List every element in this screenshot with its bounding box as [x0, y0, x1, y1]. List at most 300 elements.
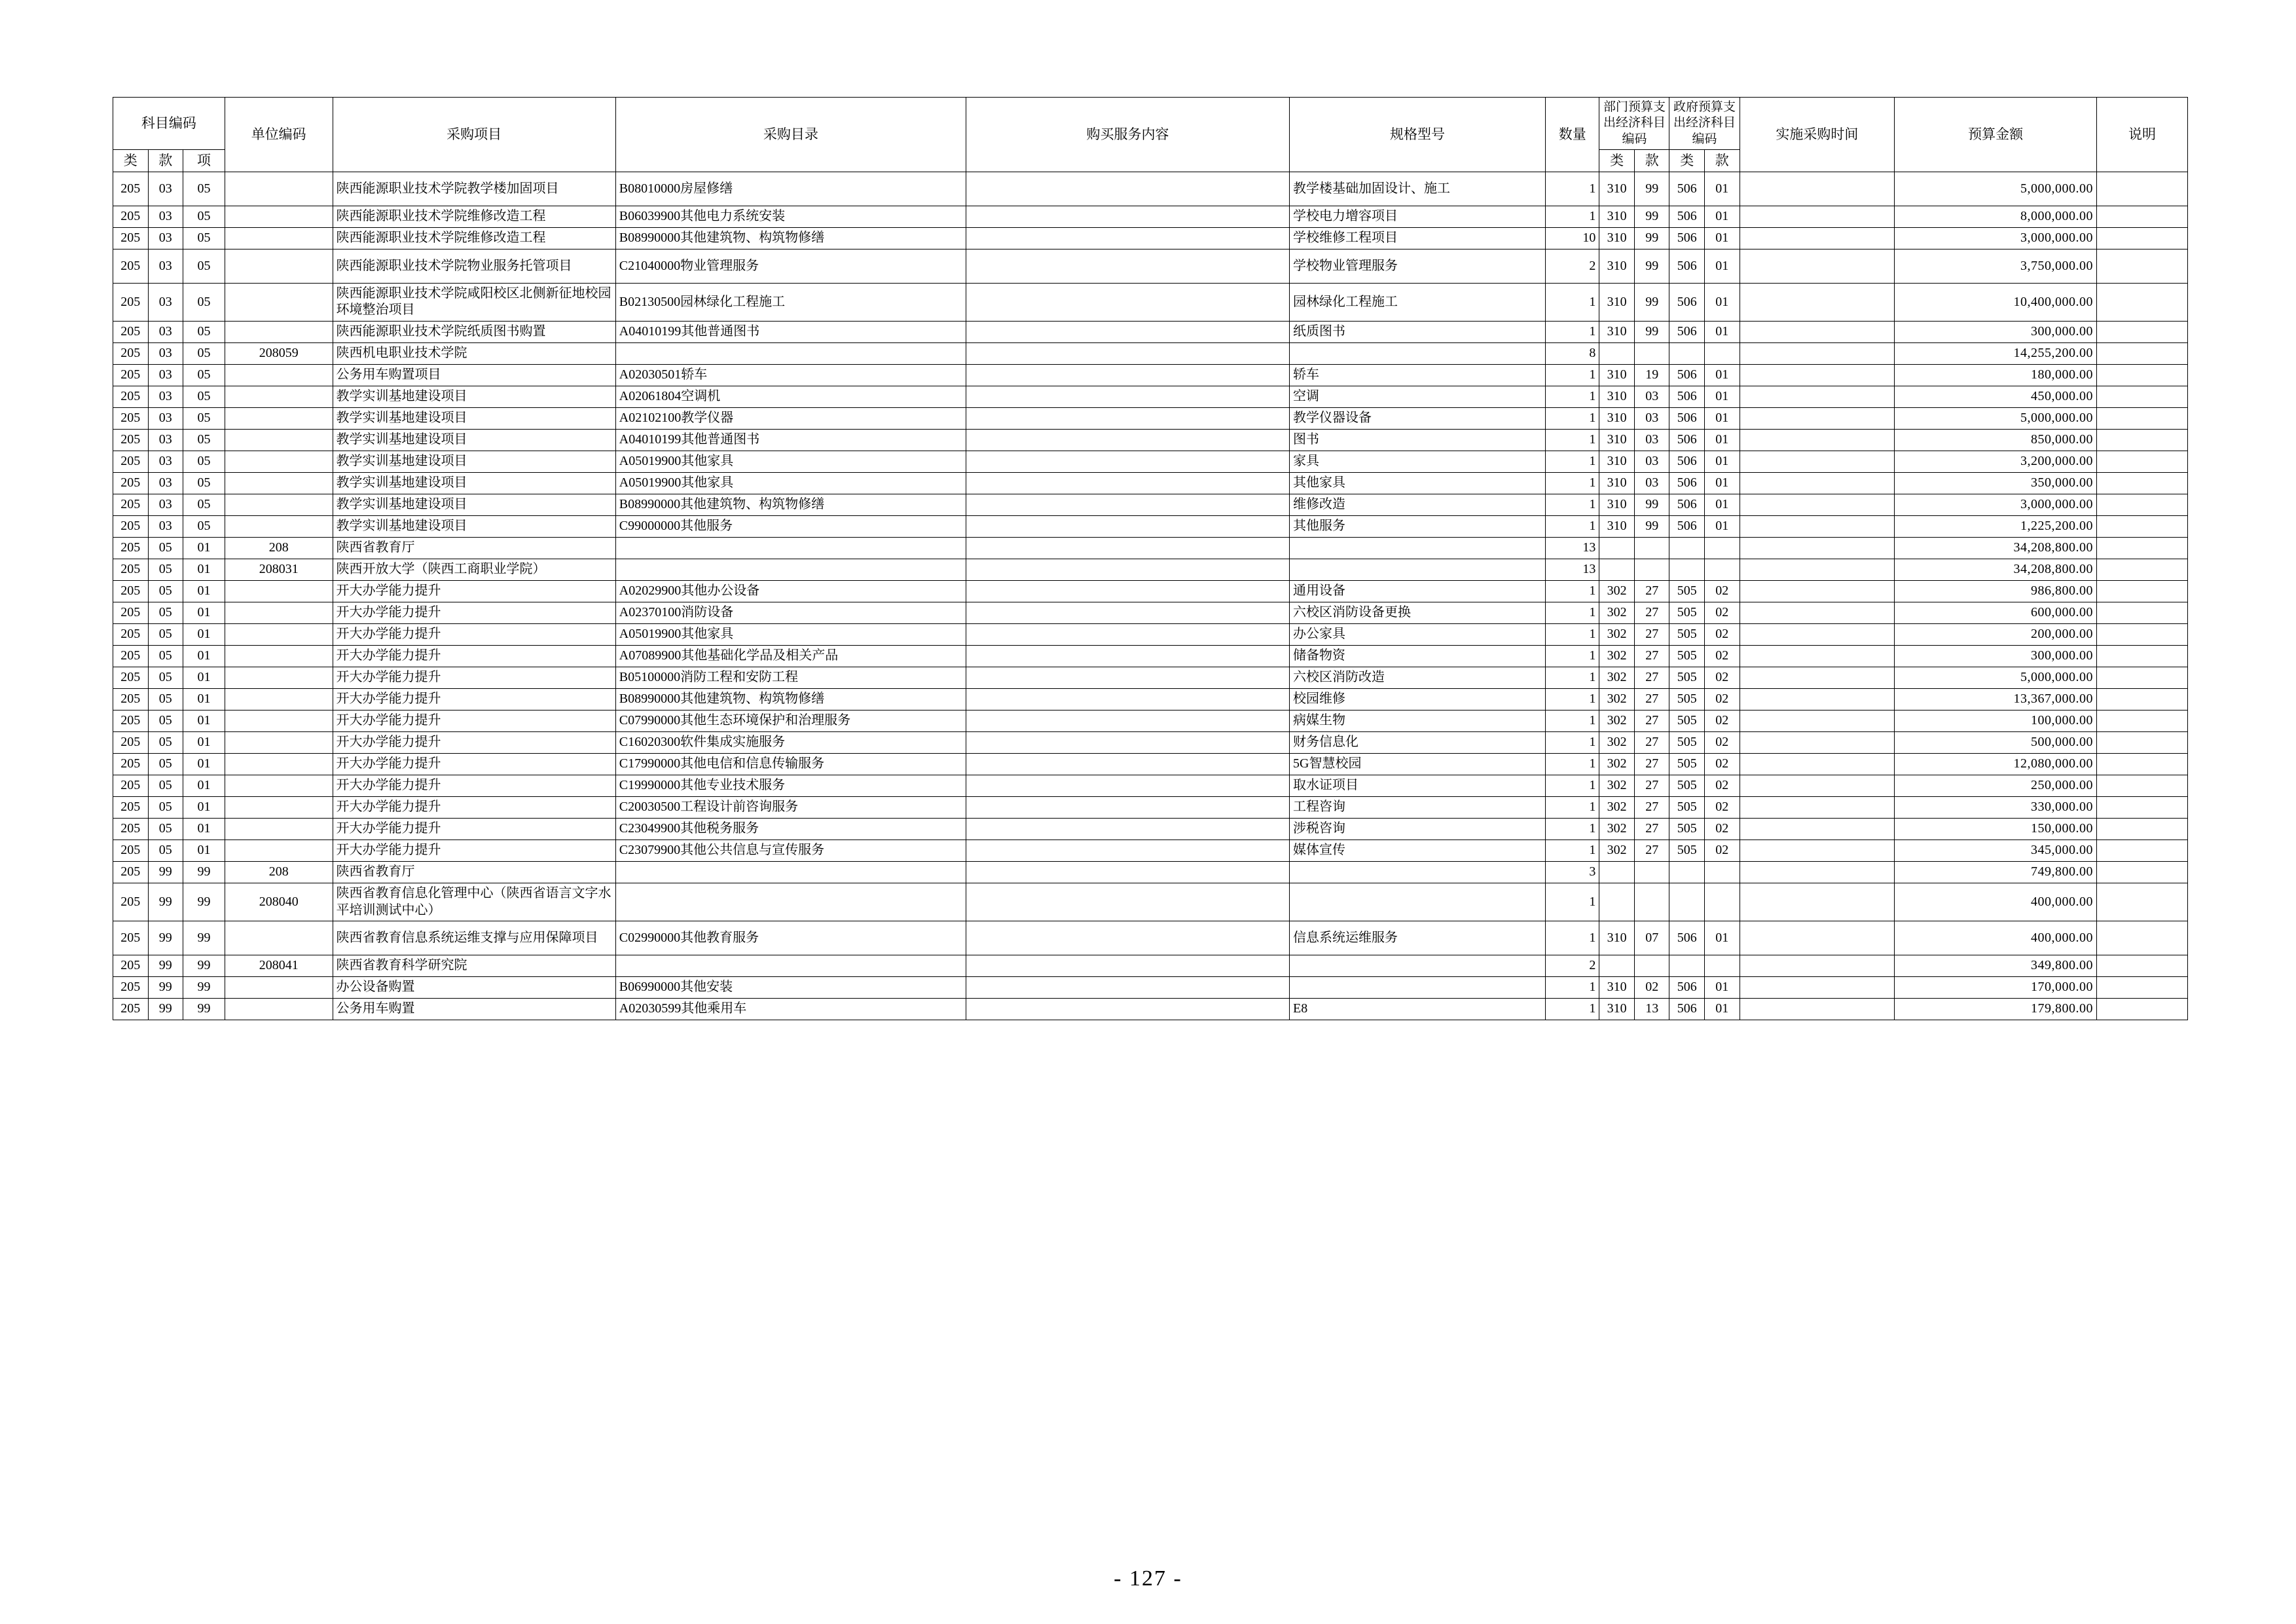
cell-service-content: [966, 689, 1289, 710]
cell-budget-amount: 330,000.00: [1895, 797, 2097, 819]
cell-spec-model: [1290, 977, 1546, 999]
cell-purchase-project: 教学实训基地建设项目: [333, 494, 615, 516]
cell-quantity: 1: [1546, 624, 1599, 646]
header-purchase-project: 采购项目: [333, 98, 615, 172]
cell-xiang: 99: [183, 921, 225, 955]
cell-purchase-catalog: C02990000其他教育服务: [615, 921, 966, 955]
cell-kuan: 03: [148, 494, 183, 516]
cell-quantity: 13: [1546, 559, 1599, 581]
cell-gov-lei: 505: [1669, 624, 1705, 646]
cell-lei: 205: [113, 581, 149, 602]
cell-purchase-project: 开大办学能力提升: [333, 840, 615, 862]
cell-unit-code: [225, 581, 333, 602]
cell-xiang: 05: [183, 516, 225, 538]
cell-kuan: 05: [148, 559, 183, 581]
cell-budget-amount: 13,367,000.00: [1895, 689, 2097, 710]
cell-gov-lei: 506: [1669, 921, 1705, 955]
cell-purchase-project: 陕西省教育信息化管理中心（陕西省语言文字水平培训测试中心）: [333, 883, 615, 921]
cell-kuan: 99: [148, 883, 183, 921]
cell-dept-kuan: [1634, 538, 1669, 559]
cell-gov-kuan: 02: [1704, 775, 1740, 797]
cell-unit-code: [225, 624, 333, 646]
cell-remark: [2096, 408, 2187, 430]
cell-kuan: 05: [148, 624, 183, 646]
cell-dept-kuan: [1634, 559, 1669, 581]
cell-dept-kuan: 99: [1634, 494, 1669, 516]
cell-purchase-catalog: [615, 883, 966, 921]
table-body: [113, 172, 2188, 1020]
cell-kuan: 05: [148, 754, 183, 775]
cell-quantity: 1: [1546, 494, 1599, 516]
cell-lei: 205: [113, 689, 149, 710]
cell-xiang: 01: [183, 646, 225, 667]
cell-xiang: 05: [183, 283, 225, 321]
cell-dept-lei: 310: [1599, 227, 1635, 249]
cell-spec-model: 教学楼基础加固设计、施工: [1290, 172, 1546, 206]
header-gov-budget-econ-code: 政府预算支出经济科目编码: [1669, 98, 1740, 150]
cell-spec-model: 其他服务: [1290, 516, 1546, 538]
cell-purchase-project: 陕西省教育信息系统运维支撑与应用保障项目: [333, 921, 615, 955]
cell-implement-time: [1740, 494, 1895, 516]
cell-spec-model: 学校电力增容项目: [1290, 206, 1546, 227]
cell-gov-lei: 506: [1669, 322, 1705, 343]
cell-dept-kuan: 27: [1634, 775, 1669, 797]
cell-service-content: [966, 451, 1289, 473]
cell-dept-lei: 302: [1599, 602, 1635, 624]
table-row: [113, 516, 2188, 538]
cell-spec-model: 家具: [1290, 451, 1546, 473]
cell-remark: [2096, 494, 2187, 516]
cell-purchase-catalog: [615, 559, 966, 581]
cell-gov-lei: 506: [1669, 227, 1705, 249]
cell-unit-code: [225, 689, 333, 710]
cell-lei: 205: [113, 819, 149, 840]
cell-dept-kuan: 99: [1634, 322, 1669, 343]
cell-gov-lei: 506: [1669, 999, 1705, 1020]
cell-gov-lei: 506: [1669, 516, 1705, 538]
cell-quantity: 1: [1546, 206, 1599, 227]
cell-dept-kuan: 03: [1634, 451, 1669, 473]
cell-remark: [2096, 921, 2187, 955]
cell-spec-model: [1290, 559, 1546, 581]
cell-xiang: 01: [183, 840, 225, 862]
cell-dept-kuan: 02: [1634, 977, 1669, 999]
cell-spec-model: [1290, 862, 1546, 883]
cell-xiang: 05: [183, 172, 225, 206]
cell-purchase-project: 陕西省教育厅: [333, 538, 615, 559]
cell-dept-kuan: 19: [1634, 365, 1669, 386]
cell-quantity: 1: [1546, 322, 1599, 343]
cell-dept-kuan: 27: [1634, 667, 1669, 689]
cell-purchase-catalog: A02030599其他乘用车: [615, 999, 966, 1020]
cell-remark: [2096, 955, 2187, 977]
cell-implement-time: [1740, 883, 1895, 921]
cell-unit-code: [225, 227, 333, 249]
cell-xiang: 05: [183, 365, 225, 386]
table-row: [113, 538, 2188, 559]
header-quantity: 数量: [1546, 98, 1599, 172]
cell-unit-code: [225, 473, 333, 494]
cell-dept-kuan: 99: [1634, 249, 1669, 283]
header-lei: 类: [113, 149, 149, 172]
cell-xiang: 05: [183, 322, 225, 343]
cell-lei: 205: [113, 710, 149, 732]
cell-remark: [2096, 365, 2187, 386]
cell-purchase-project: 教学实训基地建设项目: [333, 516, 615, 538]
cell-lei: 205: [113, 408, 149, 430]
cell-dept-kuan: [1634, 343, 1669, 365]
cell-dept-lei: 310: [1599, 977, 1635, 999]
cell-service-content: [966, 819, 1289, 840]
cell-gov-kuan: 02: [1704, 754, 1740, 775]
table-row: [113, 365, 2188, 386]
cell-gov-lei: 506: [1669, 977, 1705, 999]
cell-quantity: 1: [1546, 408, 1599, 430]
cell-gov-kuan: [1704, 559, 1740, 581]
cell-purchase-project: 开大办学能力提升: [333, 797, 615, 819]
cell-unit-code: 208: [225, 538, 333, 559]
cell-quantity: 1: [1546, 883, 1599, 921]
cell-purchase-project: 开大办学能力提升: [333, 775, 615, 797]
cell-spec-model: 信息系统运维服务: [1290, 921, 1546, 955]
cell-service-content: [966, 883, 1289, 921]
cell-unit-code: 208040: [225, 883, 333, 921]
cell-service-content: [966, 732, 1289, 754]
cell-unit-code: [225, 797, 333, 819]
cell-quantity: 1: [1546, 283, 1599, 321]
table-header: [113, 98, 2188, 172]
table-row: [113, 602, 2188, 624]
cell-kuan: 05: [148, 602, 183, 624]
cell-unit-code: [225, 710, 333, 732]
cell-spec-model: 纸质图书: [1290, 322, 1546, 343]
cell-purchase-project: 开大办学能力提升: [333, 819, 615, 840]
cell-kuan: 05: [148, 646, 183, 667]
page-number: - 127 -: [1114, 1566, 1182, 1591]
cell-kuan: 99: [148, 977, 183, 999]
cell-implement-time: [1740, 408, 1895, 430]
cell-gov-lei: 506: [1669, 494, 1705, 516]
cell-dept-kuan: 27: [1634, 581, 1669, 602]
table-row: [113, 955, 2188, 977]
cell-gov-kuan: 01: [1704, 977, 1740, 999]
cell-purchase-catalog: A02061804空调机: [615, 386, 966, 408]
cell-dept-kuan: 27: [1634, 840, 1669, 862]
cell-gov-lei: 505: [1669, 646, 1705, 667]
cell-dept-lei: [1599, 538, 1635, 559]
cell-remark: [2096, 430, 2187, 451]
cell-dept-lei: 310: [1599, 249, 1635, 283]
cell-unit-code: [225, 667, 333, 689]
cell-budget-amount: 100,000.00: [1895, 710, 2097, 732]
cell-remark: [2096, 754, 2187, 775]
cell-implement-time: [1740, 365, 1895, 386]
cell-purchase-catalog: [615, 343, 966, 365]
cell-xiang: 01: [183, 602, 225, 624]
cell-spec-model: [1290, 955, 1546, 977]
cell-gov-kuan: 02: [1704, 840, 1740, 862]
cell-service-content: [966, 206, 1289, 227]
cell-spec-model: 教学仪器设备: [1290, 408, 1546, 430]
cell-xiang: 05: [183, 206, 225, 227]
cell-spec-model: 图书: [1290, 430, 1546, 451]
cell-implement-time: [1740, 602, 1895, 624]
cell-xiang: 01: [183, 775, 225, 797]
header-row-main: [113, 98, 2188, 150]
cell-quantity: 1: [1546, 667, 1599, 689]
cell-service-content: [966, 172, 1289, 206]
cell-remark: [2096, 322, 2187, 343]
cell-budget-amount: 500,000.00: [1895, 732, 2097, 754]
cell-xiang: 01: [183, 667, 225, 689]
cell-purchase-project: 公务用车购置项目: [333, 365, 615, 386]
cell-remark: [2096, 999, 2187, 1020]
header-budget-amount: 预算金额: [1895, 98, 2097, 172]
table-row: [113, 408, 2188, 430]
cell-dept-lei: [1599, 343, 1635, 365]
table-row: [113, 227, 2188, 249]
cell-budget-amount: 300,000.00: [1895, 322, 2097, 343]
cell-dept-kuan: 99: [1634, 516, 1669, 538]
cell-spec-model: 学校维修工程项目: [1290, 227, 1546, 249]
cell-gov-kuan: 01: [1704, 386, 1740, 408]
table-row: [113, 775, 2188, 797]
cell-gov-kuan: 01: [1704, 322, 1740, 343]
cell-remark: [2096, 386, 2187, 408]
table-row: [113, 322, 2188, 343]
cell-quantity: 8: [1546, 343, 1599, 365]
table-row: [113, 797, 2188, 819]
cell-service-content: [966, 999, 1289, 1020]
cell-implement-time: [1740, 516, 1895, 538]
cell-purchase-project: 陕西开放大学（陕西工商职业学院）: [333, 559, 615, 581]
cell-purchase-catalog: A02029900其他办公设备: [615, 581, 966, 602]
cell-service-content: [966, 862, 1289, 883]
cell-unit-code: [225, 977, 333, 999]
cell-dept-lei: [1599, 862, 1635, 883]
cell-remark: [2096, 451, 2187, 473]
cell-spec-model: 轿车: [1290, 365, 1546, 386]
cell-spec-model: 通用设备: [1290, 581, 1546, 602]
procurement-budget-table: [113, 97, 2188, 1020]
cell-remark: [2096, 473, 2187, 494]
cell-remark: [2096, 538, 2187, 559]
cell-xiang: 01: [183, 624, 225, 646]
cell-remark: [2096, 646, 2187, 667]
cell-kuan: 03: [148, 473, 183, 494]
cell-implement-time: [1740, 689, 1895, 710]
cell-service-content: [966, 538, 1289, 559]
table-row: [113, 977, 2188, 999]
cell-gov-kuan: 01: [1704, 494, 1740, 516]
cell-purchase-project: 开大办学能力提升: [333, 689, 615, 710]
cell-budget-amount: 400,000.00: [1895, 883, 2097, 921]
cell-purchase-project: 开大办学能力提升: [333, 732, 615, 754]
cell-dept-lei: [1599, 883, 1635, 921]
table-row: [113, 451, 2188, 473]
cell-lei: 205: [113, 955, 149, 977]
cell-service-content: [966, 581, 1289, 602]
cell-dept-kuan: 99: [1634, 172, 1669, 206]
cell-spec-model: 维修改造: [1290, 494, 1546, 516]
cell-purchase-project: 陕西能源职业技术学院维修改造工程: [333, 206, 615, 227]
cell-gov-kuan: 02: [1704, 581, 1740, 602]
cell-dept-lei: 310: [1599, 451, 1635, 473]
cell-service-content: [966, 754, 1289, 775]
cell-implement-time: [1740, 840, 1895, 862]
cell-dept-lei: 302: [1599, 819, 1635, 840]
cell-unit-code: [225, 732, 333, 754]
cell-gov-kuan: 01: [1704, 516, 1740, 538]
cell-gov-lei: 505: [1669, 819, 1705, 840]
cell-dept-lei: 302: [1599, 840, 1635, 862]
cell-quantity: 10: [1546, 227, 1599, 249]
cell-spec-model: 涉税咨询: [1290, 819, 1546, 840]
cell-budget-amount: 349,800.00: [1895, 955, 2097, 977]
cell-purchase-catalog: B08990000其他建筑物、构筑物修缮: [615, 494, 966, 516]
cell-lei: 205: [113, 646, 149, 667]
cell-quantity: 1: [1546, 999, 1599, 1020]
cell-gov-lei: 506: [1669, 473, 1705, 494]
cell-dept-kuan: [1634, 862, 1669, 883]
header-dept-budget-econ-code: 部门预算支出经济科目编码: [1599, 98, 1669, 150]
cell-gov-kuan: 02: [1704, 667, 1740, 689]
cell-purchase-catalog: B02130500园林绿化工程施工: [615, 283, 966, 321]
cell-purchase-catalog: B08010000房屋修缮: [615, 172, 966, 206]
table-row: [113, 172, 2188, 206]
cell-xiang: 01: [183, 754, 225, 775]
cell-unit-code: 208: [225, 862, 333, 883]
cell-purchase-catalog: B08990000其他建筑物、构筑物修缮: [615, 689, 966, 710]
cell-remark: [2096, 667, 2187, 689]
cell-gov-kuan: 01: [1704, 921, 1740, 955]
cell-unit-code: [225, 754, 333, 775]
cell-xiang: 99: [183, 955, 225, 977]
cell-lei: 205: [113, 343, 149, 365]
cell-lei: 205: [113, 797, 149, 819]
cell-purchase-catalog: C23049900其他税务服务: [615, 819, 966, 840]
cell-service-content: [966, 646, 1289, 667]
header-purchase-catalog: 采购目录: [615, 98, 966, 172]
cell-xiang: 01: [183, 710, 225, 732]
cell-purchase-project: 教学实训基地建设项目: [333, 386, 615, 408]
cell-service-content: [966, 840, 1289, 862]
cell-kuan: 05: [148, 732, 183, 754]
cell-purchase-catalog: C23079900其他公共信息与宣传服务: [615, 840, 966, 862]
cell-gov-kuan: 02: [1704, 710, 1740, 732]
cell-dept-kuan: 03: [1634, 386, 1669, 408]
cell-quantity: 1: [1546, 473, 1599, 494]
cell-lei: 205: [113, 322, 149, 343]
cell-spec-model: [1290, 343, 1546, 365]
cell-gov-lei: 506: [1669, 408, 1705, 430]
cell-gov-lei: 506: [1669, 365, 1705, 386]
cell-dept-kuan: 13: [1634, 999, 1669, 1020]
cell-purchase-project: 陕西能源职业技术学院教学楼加固项目: [333, 172, 615, 206]
cell-lei: 205: [113, 283, 149, 321]
cell-unit-code: [225, 999, 333, 1020]
cell-implement-time: [1740, 430, 1895, 451]
cell-service-content: [966, 710, 1289, 732]
cell-implement-time: [1740, 624, 1895, 646]
table-row: [113, 921, 2188, 955]
cell-purchase-catalog: B06039900其他电力系统安装: [615, 206, 966, 227]
cell-xiang: 05: [183, 494, 225, 516]
cell-service-content: [966, 955, 1289, 977]
cell-budget-amount: 3,000,000.00: [1895, 227, 2097, 249]
cell-xiang: 05: [183, 386, 225, 408]
cell-lei: 205: [113, 921, 149, 955]
cell-purchase-project: 办公设备购置: [333, 977, 615, 999]
cell-kuan: 05: [148, 689, 183, 710]
cell-implement-time: [1740, 559, 1895, 581]
cell-unit-code: [225, 819, 333, 840]
cell-dept-lei: 310: [1599, 386, 1635, 408]
cell-quantity: 1: [1546, 797, 1599, 819]
cell-lei: 205: [113, 999, 149, 1020]
cell-dept-lei: 302: [1599, 667, 1635, 689]
cell-quantity: 1: [1546, 775, 1599, 797]
cell-service-content: [966, 602, 1289, 624]
cell-remark: [2096, 862, 2187, 883]
header-unit-code: 单位编码: [225, 98, 333, 172]
cell-xiang: 05: [183, 408, 225, 430]
cell-implement-time: [1740, 797, 1895, 819]
cell-quantity: 1: [1546, 977, 1599, 999]
cell-remark: [2096, 775, 2187, 797]
cell-kuan: 05: [148, 710, 183, 732]
cell-lei: 205: [113, 227, 149, 249]
cell-remark: [2096, 206, 2187, 227]
cell-purchase-catalog: B06990000其他安装: [615, 977, 966, 999]
cell-gov-kuan: 01: [1704, 365, 1740, 386]
cell-dept-kuan: 27: [1634, 754, 1669, 775]
table-row: [113, 819, 2188, 840]
cell-budget-amount: 350,000.00: [1895, 473, 2097, 494]
cell-dept-kuan: 99: [1634, 227, 1669, 249]
cell-dept-kuan: 27: [1634, 819, 1669, 840]
cell-quantity: 1: [1546, 754, 1599, 775]
cell-gov-kuan: 01: [1704, 283, 1740, 321]
cell-implement-time: [1740, 322, 1895, 343]
cell-quantity: 3: [1546, 862, 1599, 883]
cell-xiang: 01: [183, 559, 225, 581]
cell-implement-time: [1740, 538, 1895, 559]
cell-kuan: 03: [148, 249, 183, 283]
cell-purchase-catalog: A04010199其他普通图书: [615, 430, 966, 451]
cell-unit-code: [225, 840, 333, 862]
header-gov-lei: 类: [1669, 149, 1705, 172]
cell-quantity: 1: [1546, 732, 1599, 754]
cell-quantity: 1: [1546, 451, 1599, 473]
cell-gov-kuan: 01: [1704, 249, 1740, 283]
cell-remark: [2096, 977, 2187, 999]
cell-gov-kuan: 01: [1704, 408, 1740, 430]
cell-kuan: 03: [148, 451, 183, 473]
table-row: [113, 249, 2188, 283]
cell-dept-lei: 302: [1599, 646, 1635, 667]
cell-budget-amount: 179,800.00: [1895, 999, 2097, 1020]
cell-unit-code: [225, 322, 333, 343]
cell-purchase-catalog: B08990000其他建筑物、构筑物修缮: [615, 227, 966, 249]
cell-spec-model: [1290, 883, 1546, 921]
cell-xiang: 99: [183, 977, 225, 999]
cell-gov-lei: 505: [1669, 775, 1705, 797]
cell-dept-kuan: 27: [1634, 732, 1669, 754]
cell-service-content: [966, 227, 1289, 249]
cell-implement-time: [1740, 999, 1895, 1020]
cell-gov-kuan: 01: [1704, 999, 1740, 1020]
